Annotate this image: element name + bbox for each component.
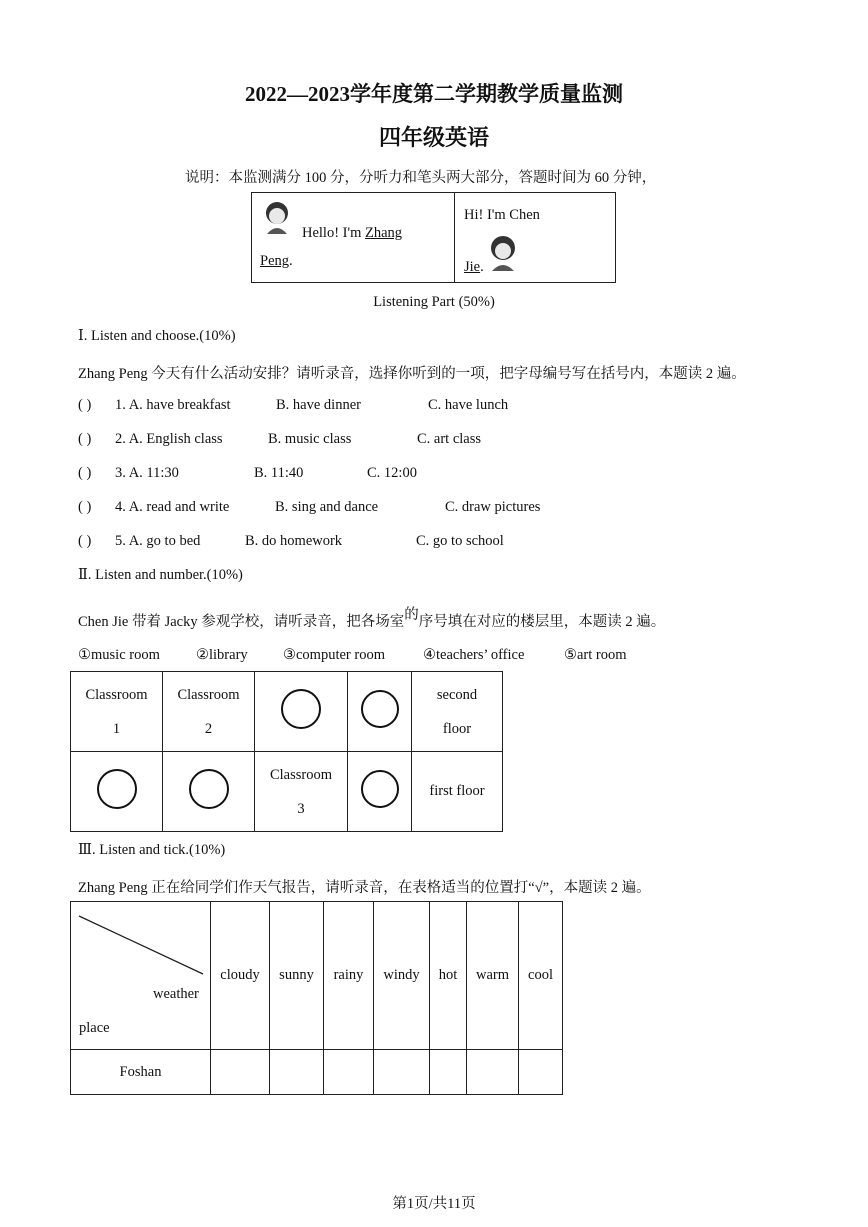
room-computer: ③computer room [283,647,385,663]
answer-blank-4[interactable]: ( ) [78,499,92,515]
exam-note: 说明：本监测满分 100 分，分听力和笔头两大部分，答题时间为 60 分钟， [185,170,657,186]
answer-circle[interactable] [97,769,137,809]
tick-cell[interactable] [430,1050,467,1095]
option-a: 5. A. go to bed [115,533,201,549]
page-title: 2022—2023学年度第二学期教学质量监测 [245,82,623,106]
option-c: C. 12:00 [367,465,417,481]
answer-blank-3[interactable]: ( ) [78,465,92,481]
answer-circle-cell[interactable] [348,752,412,832]
weather-header-cool: cool [519,902,563,1050]
option-b: B. 11:40 [254,465,304,481]
answer-circle[interactable] [189,769,229,809]
tick-cell[interactable] [270,1050,324,1095]
classroom-1-cell: Classroom 1 [71,672,163,752]
option-b: B. sing and dance [275,499,379,515]
section1-heading: Ⅰ. Listen and choose.(10%) [78,328,236,344]
answer-circle-cell[interactable] [255,672,348,752]
option-b: B. have dinner [276,397,361,413]
tick-cell[interactable] [374,1050,430,1095]
weather-table [70,901,563,1095]
answer-blank-2[interactable]: ( ) [78,431,92,447]
floor-plan-table [70,671,503,832]
tick-cell[interactable] [519,1050,563,1095]
answer-circle-cell[interactable] [71,752,163,832]
chen-jie-name-line: Jie. [464,259,484,275]
answer-circle[interactable] [281,689,321,729]
chen-jie-greeting: Hi! I'm Chen [464,207,540,223]
option-c: C. have lunch [428,397,509,413]
option-b: B. music class [268,431,352,447]
zhang-peng-name-line: Peng. [260,253,293,269]
weather-header-sunny: sunny [270,902,324,1050]
option-a: 2. A. English class [115,431,223,447]
room-library: ②library [196,647,248,663]
weather-header-cloudy: cloudy [211,902,270,1050]
answer-circle-cell[interactable] [163,752,255,832]
answer-circle[interactable] [361,690,399,728]
zhang-peng-greeting: Hello! I'm Zhang [302,225,403,241]
option-a: 1. A. have breakfast [115,397,231,413]
intro-divider [454,193,455,282]
answer-circle-cell[interactable] [348,672,412,752]
answer-circle[interactable] [361,770,399,808]
weather-header-rainy: rainy [324,902,374,1050]
room-teachers-office: ④teachers’ office [423,647,525,663]
character-intro-box [251,192,616,283]
room-art: ⑤art room [564,647,627,663]
option-b: B. do homework [245,533,343,549]
section3-heading: Ⅲ. Listen and tick.(10%) [78,842,226,858]
chen-jie-avatar-icon [486,233,520,273]
option-c: C. go to school [416,533,504,549]
corner-place-label: place [79,1020,110,1036]
answer-blank-5[interactable]: ( ) [78,533,92,549]
corner-weather-label: weather [153,986,199,1002]
weather-header-windy: windy [374,902,430,1050]
listening-part-label: Listening Part (50%) [373,294,495,310]
option-c: C. draw pictures [445,499,541,515]
option-c: C. art class [417,431,482,447]
classroom-2-cell: Classroom 2 [163,672,255,752]
section3-instruction: Zhang Peng 正在给同学们作天气报告，请听录音，在表格适当的位置打“√”，本题读 2 遍。 [78,880,651,896]
page-subtitle: 四年级英语 [378,125,489,150]
weather-header-warm: warm [467,902,519,1050]
second-floor-label: second floor [412,672,503,752]
tick-cell[interactable] [211,1050,270,1095]
first-floor-label: first floor [412,752,503,832]
tick-cell[interactable] [324,1050,374,1095]
place-foshan: Foshan [71,1050,211,1095]
zhang-peng-name-first: Zhang [365,225,403,241]
answer-blank-1[interactable]: ( ) [78,397,92,413]
zhang-peng-avatar-icon [262,200,292,236]
tick-cell[interactable] [467,1050,519,1095]
option-a: 3. A. 11:30 [115,465,179,481]
page-number: 第1页/共11页 [392,1196,476,1212]
weather-header-hot: hot [430,902,467,1050]
room-music: ①music room [78,647,160,663]
section1-instruction: Zhang Peng 今天有什么活动安排？请听录音，选择你听到的一项，把字母编号写在括号内，本题读 2 遍。 [78,366,746,382]
section2-heading: Ⅱ. Listen and number.(10%) [78,567,243,583]
table-corner-cell [71,902,211,1050]
section2-instruction: Chen Jie 带着 Jacky 参观学校，请听录音，把各场室的序号填在对应的楼层里，本题读 2 遍。 [78,607,666,630]
classroom-3-cell: Classroom 3 [255,752,348,832]
option-a: 4. A. read and write [115,499,230,515]
